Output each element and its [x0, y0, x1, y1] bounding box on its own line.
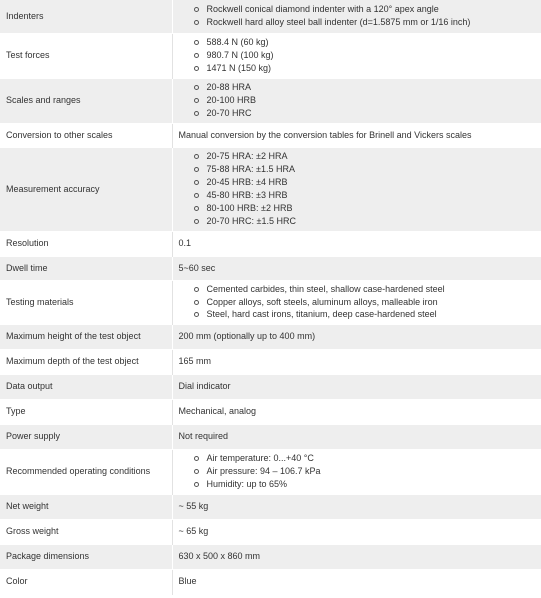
spec-list — [179, 452, 536, 491]
list-item: Humidity: up to 65% — [207, 478, 536, 491]
spec-label: Data output — [0, 374, 172, 399]
spec-row-package-dimensions — [0, 544, 541, 569]
spec-label: Net weight — [0, 494, 172, 519]
spec-row-resolution — [0, 231, 541, 256]
spec-row-gross-weight — [0, 519, 541, 544]
list-item: Rockwell hard alloy steel ball indenter (d=1.5875 mm or 1/16 inch) — [207, 16, 536, 29]
list-item: 20-75 HRA: ±2 HRA — [207, 150, 536, 163]
spec-value: 5~60 sec — [172, 256, 541, 280]
list-item: 588.4 N (60 kg) — [207, 36, 536, 49]
list-item: 1471 N (150 kg) — [207, 62, 536, 75]
spec-label: Type — [0, 399, 172, 424]
spec-value — [172, 449, 541, 494]
spec-label: Color — [0, 569, 172, 594]
spec-row-conversion — [0, 123, 541, 147]
spec-row-type — [0, 399, 541, 424]
spec-row-indenters — [0, 0, 541, 33]
spec-label: Measurement accuracy — [0, 147, 172, 231]
spec-value: Dial indicator — [172, 374, 541, 399]
spec-row-color — [0, 569, 541, 594]
spec-label: Power supply — [0, 424, 172, 449]
list-item: 20-100 HRB — [207, 94, 536, 107]
list-item: Air pressure: 94 – 106.7 kPa — [207, 465, 536, 478]
spec-row-max-height — [0, 324, 541, 349]
spec-label: Dwell time — [0, 256, 172, 280]
spec-list — [179, 3, 536, 29]
spec-row-max-depth — [0, 349, 541, 374]
list-item: 20-70 HRC: ±1.5 HRC — [207, 215, 536, 228]
spec-label: Indenters — [0, 0, 172, 33]
list-item: Steel, hard cast irons, titanium, deep case-hardened steel — [207, 308, 536, 321]
list-item: 980.7 N (100 kg) — [207, 49, 536, 62]
spec-value: 630 x 500 x 860 mm — [172, 544, 541, 569]
spec-value — [172, 280, 541, 324]
spec-value: Blue — [172, 569, 541, 594]
list-item: 20-45 HRB: ±4 HRB — [207, 176, 536, 189]
spec-list — [179, 283, 536, 322]
list-item: Cemented carbides, thin steel, shallow case-hardened steel — [207, 283, 536, 296]
list-item: 45-80 HRB: ±3 HRB — [207, 189, 536, 202]
spec-row-dwell-time — [0, 256, 541, 280]
spec-value: 0.1 — [172, 231, 541, 256]
spec-value: 200 mm (optionally up to 400 mm) — [172, 324, 541, 349]
spec-label: Resolution — [0, 231, 172, 256]
spec-list — [179, 150, 536, 227]
spec-value: Not required — [172, 424, 541, 449]
spec-row-testing-materials — [0, 280, 541, 324]
spec-label: Recommended operating conditions — [0, 449, 172, 494]
spec-label: Gross weight — [0, 519, 172, 544]
spec-list — [179, 81, 536, 120]
list-item: Rockwell conical diamond indenter with a 120° apex angle — [207, 3, 536, 16]
spec-label: Conversion to other scales — [0, 123, 172, 147]
spec-value — [172, 33, 541, 78]
spec-value — [172, 78, 541, 123]
list-item: 20-70 HRC — [207, 107, 536, 120]
spec-value: ~ 65 kg — [172, 519, 541, 544]
spec-row-test-forces — [0, 33, 541, 78]
spec-row-power-supply — [0, 424, 541, 449]
list-item: 20-88 HRA — [207, 81, 536, 94]
spec-value — [172, 0, 541, 33]
spec-label: Test forces — [0, 33, 172, 78]
list-item: 75-88 HRA: ±1.5 HRA — [207, 163, 536, 176]
spec-value — [172, 147, 541, 231]
spec-row-net-weight — [0, 494, 541, 519]
list-item: Air temperature: 0...+40 °C — [207, 452, 536, 465]
spec-row-scales-and-ranges — [0, 78, 541, 123]
spec-label: Maximum height of the test object — [0, 324, 172, 349]
spec-value: 165 mm — [172, 349, 541, 374]
spec-row-operating-conditions — [0, 449, 541, 494]
spec-label: Package dimensions — [0, 544, 172, 569]
spec-label: Maximum depth of the test object — [0, 349, 172, 374]
spec-row-measurement-accuracy — [0, 147, 541, 231]
spec-value: ~ 55 kg — [172, 494, 541, 519]
spec-list — [179, 36, 536, 75]
spec-value: Manual conversion by the conversion tables for Brinell and Vickers scales — [172, 123, 541, 147]
spec-label: Testing materials — [0, 280, 172, 324]
spec-value: Mechanical, analog — [172, 399, 541, 424]
list-item: 80-100 HRB: ±2 HRB — [207, 202, 536, 215]
list-item: Copper alloys, soft steels, aluminum alloys, malleable iron — [207, 296, 536, 309]
spec-label: Scales and ranges — [0, 78, 172, 123]
spec-row-data-output — [0, 374, 541, 399]
